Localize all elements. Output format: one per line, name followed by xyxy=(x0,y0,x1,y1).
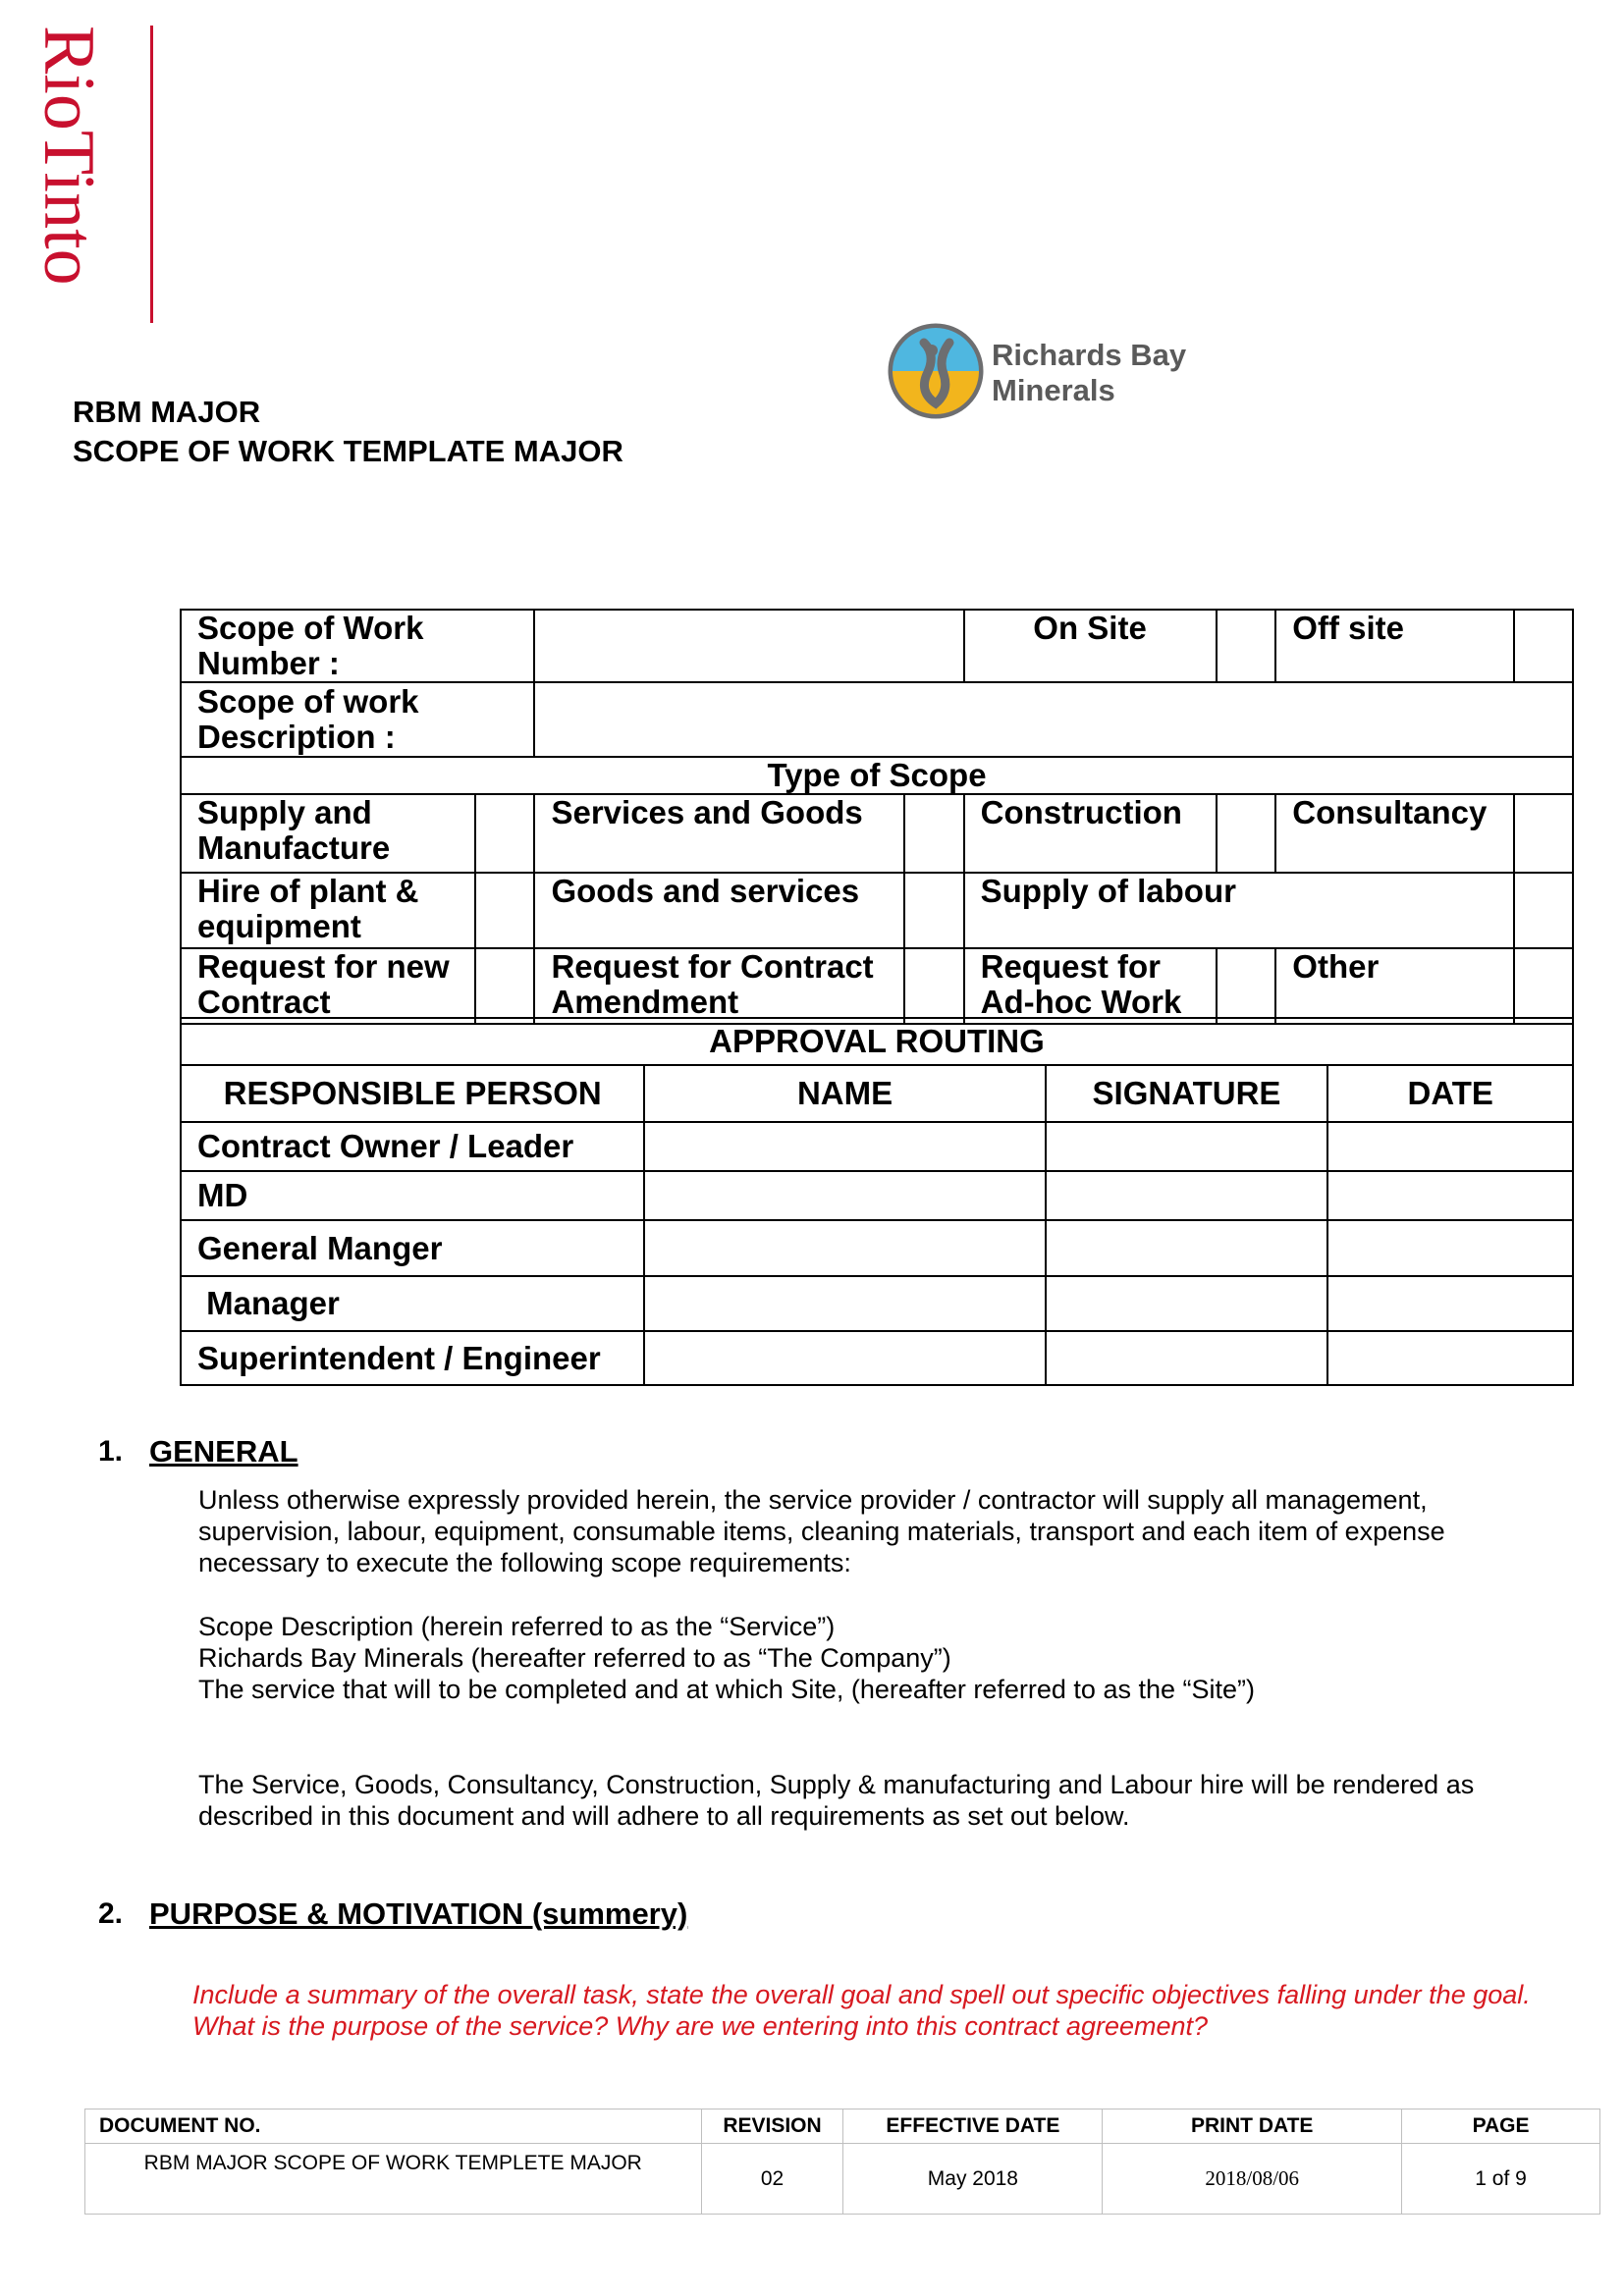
title-line-1: RBM MAJOR xyxy=(73,395,261,429)
checkbox-new-contract[interactable] xyxy=(475,948,535,1024)
approval-routing-table xyxy=(180,1017,1574,1386)
scope-type-other: Other xyxy=(1275,948,1514,1024)
name-field[interactable] xyxy=(644,1122,1045,1171)
scope-description-line: Scope Description (herein referred to as the “Service”) xyxy=(198,1612,836,1641)
rbm-logo-line2: Minerals xyxy=(992,373,1115,407)
date-field[interactable] xyxy=(1327,1276,1573,1331)
scope-description-field[interactable] xyxy=(534,682,1573,757)
date-field[interactable] xyxy=(1327,1122,1573,1171)
checkbox-other[interactable] xyxy=(1514,948,1573,1024)
role-contract-owner: Contract Owner / Leader xyxy=(181,1122,644,1171)
col-name: NAME xyxy=(644,1065,1045,1122)
scope-number-label: Scope of Work Number : xyxy=(181,610,534,682)
date-field[interactable] xyxy=(1327,1171,1573,1220)
name-field[interactable] xyxy=(644,1276,1045,1331)
signature-field[interactable] xyxy=(1046,1122,1328,1171)
section-1-number: 1. xyxy=(98,1435,124,1468)
type-of-scope-header: Type of Scope xyxy=(181,757,1573,794)
rbm-logo-line1: Richards Bay xyxy=(992,338,1187,372)
section-1-paragraph-1: Unless otherwise expressly provided herein, the service provider / contractor will supply all management, supervision, labour, equipment, consumable items, cleaning materials, transport and each item of expense necessary to execute the following scope requirements: xyxy=(198,1485,1445,1577)
rio-tinto-logo-graphic xyxy=(28,22,110,326)
footer-effective-date: May 2018 xyxy=(843,2144,1103,2215)
company-line: Richards Bay Minerals (hereafter referred to as “The Company”) xyxy=(198,1643,951,1673)
scope-type-consultancy: Consultancy xyxy=(1275,794,1514,873)
scope-type-supply-labour: Supply of labour xyxy=(964,873,1515,948)
role-superintendent: Superintendent / Engineer xyxy=(181,1331,644,1385)
section-2-instruction: Include a summary of the overall task, state the overall goal and spell out specific objectives falling under the goal. What is the purpose of the service? Why are we entering into this contract agreement? xyxy=(192,1980,1531,2041)
name-field[interactable] xyxy=(644,1331,1045,1385)
name-field[interactable] xyxy=(644,1220,1045,1276)
name-field[interactable] xyxy=(644,1171,1045,1220)
date-field[interactable] xyxy=(1327,1220,1573,1276)
scope-number-field[interactable] xyxy=(534,610,963,682)
role-general-manager: General Manger xyxy=(181,1220,644,1276)
rio-tinto-wordmark: RioTinto xyxy=(28,26,109,286)
scope-description-label: Scope of work Description : xyxy=(181,682,534,757)
checkbox-construction[interactable] xyxy=(1217,794,1276,873)
scope-type-goods-services: Goods and services xyxy=(534,873,903,948)
on-site-label: On Site xyxy=(964,610,1217,682)
signature-field[interactable] xyxy=(1046,1220,1328,1276)
document-footer xyxy=(84,2109,1600,2215)
role-manager: Manager xyxy=(181,1276,644,1331)
signature-field[interactable] xyxy=(1046,1171,1328,1220)
signature-field[interactable] xyxy=(1046,1276,1328,1331)
checkbox-supply-manufacture[interactable] xyxy=(475,794,535,873)
col-responsible-person: RESPONSIBLE PERSON xyxy=(181,1065,644,1122)
checkbox-adhoc-work[interactable] xyxy=(1217,948,1276,1024)
site-line: The service that will to be completed and at which Site, (hereafter referred to as the “Site”) xyxy=(198,1675,1256,1704)
date-field[interactable] xyxy=(1327,1331,1573,1385)
rbm-logo-text xyxy=(992,338,1186,408)
off-site-checkbox[interactable] xyxy=(1514,610,1573,682)
rio-tinto-divider xyxy=(150,26,153,323)
section-1-title: GENERAL xyxy=(149,1434,298,1468)
title-line-2: SCOPE OF WORK TEMPLATE MAJOR xyxy=(73,434,623,468)
footer-header-print-date: PRINT DATE xyxy=(1103,2109,1402,2144)
scope-type-contract-amendment: Request for Contract Amendment xyxy=(534,948,903,1024)
checkbox-contract-amendment[interactable] xyxy=(904,948,964,1024)
document-title xyxy=(73,393,623,471)
scope-type-services-goods: Services and Goods xyxy=(534,794,903,873)
footer-header-revision: REVISION xyxy=(701,2109,843,2144)
footer-header-page: PAGE xyxy=(1402,2109,1600,2144)
checkbox-services-goods[interactable] xyxy=(904,794,964,873)
rio-tinto-logo xyxy=(28,22,110,326)
scope-type-construction: Construction xyxy=(964,794,1217,873)
approval-routing-header: APPROVAL ROUTING xyxy=(181,1018,1573,1065)
section-1-list xyxy=(198,1611,1553,1705)
section-1-paragraph-2: The Service, Goods, Consultancy, Construction, Supply & manufacturing and Labour hire will be rendered as described in this document and will adhere to all requirements as set out below. xyxy=(198,1770,1475,1831)
signature-field[interactable] xyxy=(1046,1331,1328,1385)
checkbox-supply-labour[interactable] xyxy=(1514,873,1573,948)
scope-type-new-contract: Request for new Contract xyxy=(181,948,475,1024)
scope-type-adhoc-work: Request for Ad-hoc Work xyxy=(964,948,1217,1024)
footer-print-date: 2018/08/06 xyxy=(1103,2144,1402,2215)
footer-page: 1 of 9 xyxy=(1402,2144,1600,2215)
col-date: DATE xyxy=(1327,1065,1573,1122)
section-2-title: PURPOSE & MOTIVATION (summery) xyxy=(149,1896,688,1931)
rbm-logo-icon xyxy=(889,321,983,426)
scope-table xyxy=(180,609,1574,1025)
checkbox-goods-services[interactable] xyxy=(904,873,964,948)
section-2-number: 2. xyxy=(98,1897,124,1930)
scope-type-supply-manufacture: Supply and Manufacture xyxy=(181,794,475,873)
on-site-checkbox[interactable] xyxy=(1217,610,1276,682)
col-signature: SIGNATURE xyxy=(1046,1065,1328,1122)
footer-revision: 02 xyxy=(701,2144,843,2215)
footer-document-no: RBM MAJOR SCOPE OF WORK TEMPLETE MAJOR xyxy=(85,2144,702,2215)
scope-type-hire-plant: Hire of plant & equipment xyxy=(181,873,475,948)
footer-header-effective-date: EFFECTIVE DATE xyxy=(843,2109,1103,2144)
checkbox-hire-plant[interactable] xyxy=(475,873,535,948)
role-md: MD xyxy=(181,1171,644,1220)
checkbox-consultancy[interactable] xyxy=(1514,794,1573,873)
footer-header-document-no: DOCUMENT NO. xyxy=(85,2109,702,2144)
off-site-label: Off site xyxy=(1275,610,1514,682)
